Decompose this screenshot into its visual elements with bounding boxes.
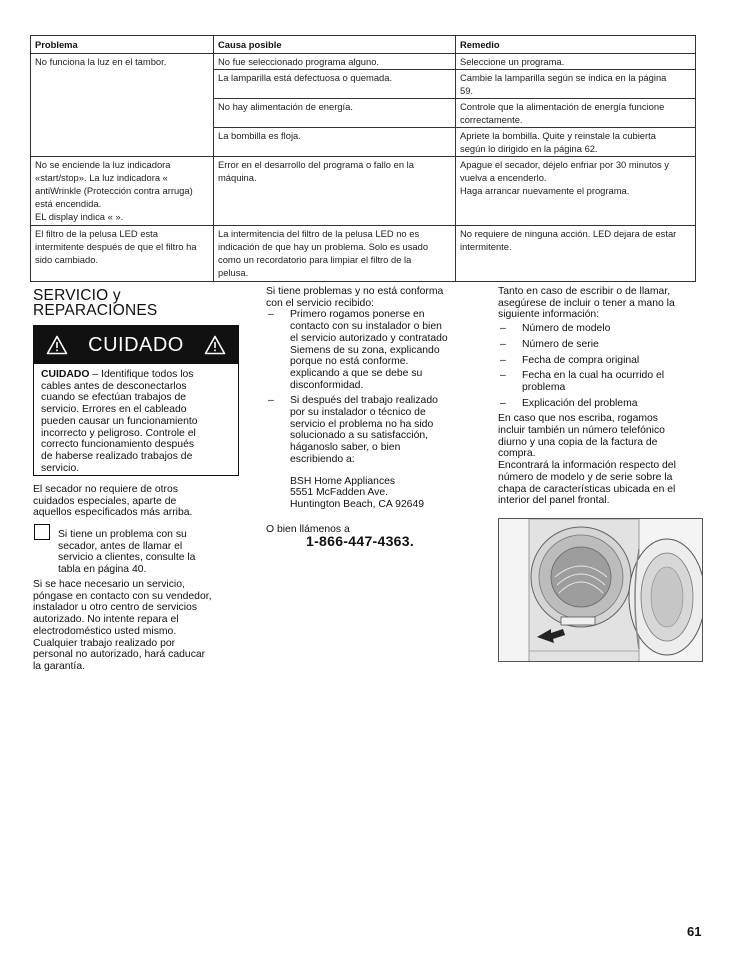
- caution-lead: CUIDADO: [41, 369, 90, 380]
- text-line: incluir también un número telefónico: [498, 425, 665, 437]
- list-item: [266, 395, 488, 465]
- table-cell-remedy: [456, 54, 696, 70]
- caution-text: [34, 364, 238, 474]
- text-line: personal no autorizado, hará caducar: [33, 649, 206, 661]
- cell-text: El filtro de la pelusa LED esta: [35, 228, 158, 239]
- heading-line: SERVICIO y: [33, 287, 121, 304]
- column-header: Problema: [31, 36, 214, 54]
- warning-triangle-icon: [46, 335, 68, 355]
- cell-text: indicación de que hay un problema. Solo es usado: [218, 241, 429, 252]
- write-paragraph: [498, 413, 713, 460]
- text-line: problema: [522, 381, 566, 393]
- list-item: [266, 309, 488, 391]
- list-item: [498, 398, 713, 410]
- cell-text: Controle que la alimentación de energía funcione: [460, 101, 665, 112]
- text-line: servicio el problema no ha sido: [290, 418, 434, 430]
- text-line: BSH Home Appliances: [290, 475, 396, 487]
- cell-text: La intermitencia del filtro de la pelusa LED no es: [218, 228, 420, 239]
- text-line: por su instalador o técnico de: [290, 407, 426, 419]
- cell-text: No requiere de ninguna acción. LED dejara de estar: [460, 228, 677, 239]
- table-cell-remedy: [456, 226, 696, 282]
- text-line: chapa de características ubicada en el: [498, 483, 676, 495]
- text-line: compra.: [498, 448, 536, 460]
- cell-text: Error en el desarrollo del programa o fallo en la: [218, 159, 414, 170]
- caution-title: CUIDADO: [88, 333, 184, 356]
- text-line: – Primero rogamos ponerse en: [290, 309, 425, 321]
- text-line: Si tiene problemas y no está conforma: [266, 286, 444, 297]
- table-row: [31, 226, 696, 282]
- cell-text: 59.: [460, 85, 474, 96]
- table-cell-problem: [31, 54, 214, 157]
- text-line: correcto funcionamiento después: [41, 439, 195, 451]
- text-line: 5551 McFadden Ave.: [290, 487, 389, 499]
- text-line: autorizado. No intente repara el: [33, 614, 179, 626]
- service-note: [58, 529, 248, 576]
- cell-text: «start/stop». La luz indicadora «: [35, 172, 168, 183]
- text-line: aquellos especificados más arriba.: [33, 507, 193, 519]
- dryer-open-door-image: [499, 519, 703, 662]
- phone-number: 1-866-447-4363.: [306, 533, 415, 550]
- cell-text: correctamente.: [460, 114, 523, 125]
- text-line: cuidados especiales, aparte de: [33, 495, 177, 507]
- text-line: Si tiene un problema con su: [58, 529, 187, 540]
- text-line: tabla en página 40.: [58, 564, 147, 576]
- text-line: interior del panel frontal.: [498, 495, 610, 507]
- column-header: Causa posible: [214, 36, 456, 54]
- column-header: Remedio: [456, 36, 696, 54]
- text-line: servicio.: [41, 462, 80, 474]
- section-heading: [33, 288, 157, 318]
- text-line: Encontrará la información respecto del: [498, 460, 676, 472]
- caution-box: [33, 325, 239, 476]
- cell-text: La bombilla es floja.: [218, 130, 301, 141]
- table-cell-cause: [214, 128, 456, 157]
- right-column: [498, 286, 713, 507]
- cell-text: intermitente.: [460, 241, 512, 252]
- list-item: [498, 355, 713, 367]
- text-line: En caso que nos escriba, rogamos: [498, 413, 658, 425]
- table-cell-problem: [31, 157, 214, 226]
- text-line: solucionado a su satisfacción,: [290, 430, 429, 442]
- cell-text: está encendida.: [35, 198, 102, 209]
- cell-text: según lo dirigido en la página 62.: [460, 143, 598, 154]
- text-line: diurno y una copia de la factura de: [498, 436, 658, 448]
- text-line: número de modelo y de serie sobre la: [498, 471, 673, 483]
- heading-line: REPARACIONES: [33, 302, 158, 319]
- text-line: póngase en contacto con su vendedor,: [33, 590, 212, 602]
- cell-text: La lamparilla está defectuosa o quemada.: [218, 72, 393, 83]
- cell-text: EL display indica « ».: [35, 211, 124, 222]
- middle-column: [266, 286, 488, 548]
- text-line: háganoslo saber, o bien: [290, 442, 401, 454]
- text-line: incorrecto y peligroso. Controle el: [41, 427, 196, 439]
- text-line: el servicio autorizado y contratado: [290, 332, 448, 344]
- cell-text: Apague el secador, déjelo enfriar por 30 minutos y: [460, 159, 669, 170]
- note-checkbox-icon: [34, 524, 50, 540]
- nameplate-paragraph: [498, 460, 713, 507]
- list-item: [498, 323, 713, 335]
- cell-text: intermitente después de que el filtro ha: [35, 241, 197, 252]
- text-line: cables antes de desconectarlos: [41, 380, 187, 392]
- text-line: – Si después del trabajo realizado: [290, 395, 438, 407]
- text-line: secador, antes de llamar el: [58, 540, 183, 552]
- caution-header: [34, 326, 238, 364]
- text-line: Huntington Beach, CA 92649: [290, 498, 425, 510]
- list-item: [498, 339, 713, 351]
- complaint-steps-list: [266, 309, 488, 465]
- text-line: explicando a que se debe su: [290, 367, 423, 379]
- text-line: servicio. Errores en el cableado: [41, 404, 187, 416]
- text-line: Si se hace necesario un servicio,: [33, 579, 185, 590]
- call-label: O bien llámenos a: [266, 523, 350, 535]
- cell-text: Seleccione un programa.: [460, 56, 565, 67]
- troubleshooting-table: [30, 35, 696, 282]
- cell-text: No se enciende la luz indicadora: [35, 159, 171, 170]
- text-line: con el servicio recibido:: [266, 297, 374, 309]
- table-cell-cause: [214, 54, 456, 70]
- cell-text: pelusa.: [218, 267, 249, 278]
- cell-text: No hay alimentación de energía.: [218, 101, 353, 112]
- table-cell-problem: [31, 226, 214, 282]
- table-cell-remedy: [456, 70, 696, 99]
- text-line: contacto con su instalador o bien: [290, 321, 442, 333]
- mailing-address: [266, 476, 488, 511]
- text-line: cuando se efectúan trabajos de: [41, 392, 186, 404]
- dryer-nameplate-illustration: [498, 518, 703, 662]
- cell-text: No funciona la luz en el tambor.: [35, 56, 167, 67]
- text-line: servicio a clientes, consulte la: [58, 552, 196, 564]
- text-line: Tanto en caso de escribir o de llamar,: [498, 286, 671, 297]
- table-cell-cause: [214, 226, 456, 282]
- list-item: [498, 370, 713, 393]
- cell-text: No fue seleccionado programa alguno.: [218, 56, 380, 67]
- table-cell-remedy: [456, 157, 696, 226]
- text-line: instalador u otro centro de servicios: [33, 602, 198, 614]
- warning-triangle-icon: [204, 335, 226, 355]
- cell-text: antiWrinkle (Protección contra arruga): [35, 185, 193, 196]
- text-line: electrodoméstico usted mismo.: [33, 625, 177, 637]
- text-line: porque no está conforme.: [290, 356, 409, 368]
- cell-text: Apriete la bombilla. Quite y reinstale la cubierta: [460, 130, 656, 141]
- table-row: [31, 54, 696, 70]
- table-cell-remedy: [456, 99, 696, 128]
- cell-text: como un recordatorio para limpiar el filtro de la: [218, 254, 412, 265]
- service-paragraph: [33, 579, 248, 673]
- table-row: [31, 157, 696, 226]
- table-cell-remedy: [456, 128, 696, 157]
- text-line: la garantía.: [33, 660, 85, 672]
- text-line: – Número de serie: [522, 338, 599, 350]
- text-line: – Explicación del problema: [522, 397, 638, 409]
- page-number: 61: [687, 924, 702, 939]
- service-intro: [33, 484, 248, 519]
- text-line: El secador no requiere de otros: [33, 484, 178, 495]
- cell-text: vuelva a encenderlo.: [460, 172, 547, 183]
- table-cell-cause: [214, 99, 456, 128]
- text-line: – Fecha en la cual ha ocurrido el: [522, 370, 665, 382]
- table-header-row: [31, 36, 696, 54]
- text-line: siguiente información:: [498, 309, 600, 321]
- cell-text: Haga arrancar nuevamente el programa.: [460, 185, 630, 196]
- cell-text: Cambie la lamparilla según se indica en la página: [460, 72, 667, 83]
- text-line: – Número de modelo: [522, 323, 611, 335]
- text-line: disconformidad.: [290, 379, 364, 391]
- text-line: Cualquier trabajo realizado por: [33, 637, 176, 649]
- text-line: asegúrese de incluir o tener a mano la: [498, 297, 675, 309]
- info-list: [498, 323, 713, 409]
- text-line: – Fecha de compra original: [522, 354, 640, 366]
- text-line: – Identifique todos los: [89, 369, 194, 380]
- text-line: Siemens de su zona, explicando: [290, 344, 440, 356]
- text-line: de haberse realizado trabajos de: [41, 450, 193, 462]
- cell-text: máquina.: [218, 172, 257, 183]
- table-cell-cause: [214, 157, 456, 226]
- table-cell-cause: [214, 70, 456, 99]
- text-line: escribiendo a:: [290, 453, 355, 465]
- text-line: pueden causar un funcionamiento: [41, 415, 198, 427]
- cell-text: sido cambiado.: [35, 254, 99, 265]
